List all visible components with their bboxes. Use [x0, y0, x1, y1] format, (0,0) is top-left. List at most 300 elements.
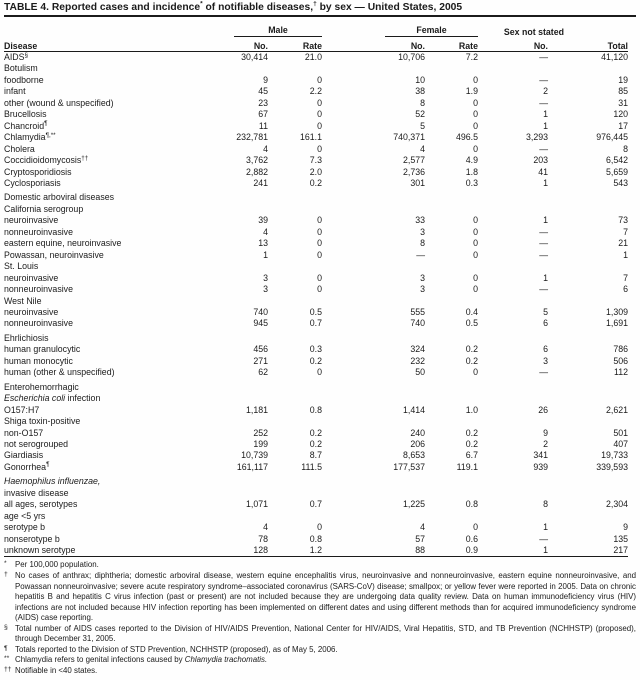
cell-value: 203	[533, 155, 548, 166]
disease-label: Domestic arboviral diseases	[4, 192, 115, 203]
disease-label: eastern equine, neuroinvasive	[4, 238, 122, 249]
disease-label: age <5 yrs	[4, 510, 46, 521]
table-row	[4, 499, 628, 510]
cell-value: 88	[415, 545, 425, 556]
disease-label: Botulism	[4, 63, 38, 74]
disease-label: Coccidioidomycosis††	[4, 154, 89, 166]
cell-value: 0	[473, 272, 478, 283]
table-row	[4, 393, 628, 404]
cell-value	[228, 189, 268, 203]
table-row	[4, 330, 628, 344]
cell-value	[228, 63, 268, 74]
cell-value: 1,071	[245, 499, 268, 510]
cell-value	[425, 261, 478, 272]
cell-value: 0.8	[465, 499, 478, 510]
cell-value: —	[539, 143, 548, 154]
cell-value	[425, 473, 478, 487]
cell-value: 6.7	[465, 450, 478, 461]
cell-value: 38	[415, 86, 425, 97]
table-row	[4, 132, 628, 143]
cell-value	[268, 473, 322, 487]
group-header-row	[4, 24, 628, 37]
cell-value: 0.8	[309, 533, 322, 544]
cell-value: 6	[623, 284, 628, 295]
footnote-marker: *	[4, 560, 7, 568]
cell-value	[268, 296, 322, 307]
cell-value: 177,537	[393, 461, 425, 472]
cell-value: 241	[253, 177, 268, 188]
cell-value	[478, 473, 548, 487]
cell-value: 13	[258, 238, 268, 249]
cell-value: 555	[410, 306, 425, 317]
cell-value: 740	[253, 306, 268, 317]
group-header-female: Female	[322, 24, 478, 37]
table-row	[4, 318, 628, 329]
cell-value: 740	[410, 318, 425, 329]
cell-value	[322, 189, 425, 203]
cell-value: 939	[533, 461, 548, 472]
col-header-male-no: No.	[228, 37, 268, 52]
cell-value: 0	[317, 238, 322, 249]
cell-value: 324	[410, 344, 425, 355]
cell-value: 128	[253, 545, 268, 556]
cell-value: 8,653	[402, 450, 425, 461]
group-header-male: Male	[228, 24, 322, 37]
cell-value: 1	[543, 272, 548, 283]
cell-value: 6,542	[605, 155, 628, 166]
cell-value: 26	[538, 404, 548, 415]
cell-value: 0	[473, 238, 478, 249]
table-row	[4, 178, 628, 189]
cell-value: 6	[543, 344, 548, 355]
cell-value: 41	[538, 166, 548, 177]
cell-value: 5,659	[605, 166, 628, 177]
table-row	[4, 416, 628, 427]
cell-value: 301	[410, 177, 425, 188]
table-row	[4, 545, 628, 557]
cell-value	[425, 189, 478, 203]
cell-value	[478, 189, 548, 203]
cell-value: 2.0	[309, 166, 322, 177]
table-row	[4, 307, 628, 318]
cell-value	[425, 511, 478, 522]
cell-value: 10,706	[398, 52, 425, 62]
footnote: †† Notifiable in <40 states.	[4, 665, 98, 675]
cell-value: —	[539, 97, 548, 108]
footnotes	[4, 560, 636, 676]
disease-label: Chlamydia¶,**	[4, 131, 56, 143]
cell-value: 73	[618, 215, 628, 226]
table-row	[4, 238, 628, 249]
cell-value	[268, 379, 322, 393]
cell-value: 2	[543, 86, 548, 97]
cell-value: 740,371	[393, 132, 425, 143]
table-row	[4, 439, 628, 450]
cell-value	[425, 296, 478, 307]
cell-value	[425, 330, 478, 344]
table-row	[4, 52, 628, 64]
table-row	[4, 450, 628, 461]
footnote-marker: †	[4, 571, 8, 579]
table-row	[4, 296, 628, 307]
cell-value: 0.9	[465, 545, 478, 556]
cell-value	[425, 488, 478, 499]
cell-value: 0.2	[309, 177, 322, 188]
cell-value	[478, 393, 548, 404]
cell-value: 786	[613, 344, 628, 355]
cell-value: —	[539, 74, 548, 85]
cell-value: 39	[258, 215, 268, 226]
cell-value: 3,293	[525, 132, 548, 143]
cell-value: 1,309	[605, 306, 628, 317]
cell-value	[322, 296, 425, 307]
col-header-female-no: No.	[322, 37, 425, 52]
table-row	[4, 379, 628, 393]
cell-value: —	[539, 367, 548, 378]
disease-label: AIDS§	[4, 51, 29, 62]
cell-value: 0.3	[309, 344, 322, 355]
cell-value: 0.2	[465, 355, 478, 366]
table-title: TABLE 4. Reported cases and incidence* of notifiable diseases,† by sex — United States, 2005	[4, 2, 636, 17]
cell-value	[548, 261, 628, 272]
cell-value: 10,739	[241, 450, 268, 461]
cell-value: 0	[317, 215, 322, 226]
cell-value: 23	[258, 97, 268, 108]
disease-label: Cryptosporidiosis	[4, 166, 72, 177]
cell-value: 0	[473, 74, 478, 85]
cell-value: 1	[543, 177, 548, 188]
cell-value	[478, 63, 548, 74]
cell-value: 33	[415, 215, 425, 226]
cell-value: 41,120	[601, 52, 628, 62]
cell-value	[548, 416, 628, 427]
disease-label: nonserotype b	[4, 533, 60, 544]
cell-value: 1.2	[309, 545, 322, 556]
cell-value	[425, 63, 478, 74]
cell-value: 8	[543, 499, 548, 510]
table-row	[4, 250, 628, 261]
disease-label: Cholera	[4, 143, 35, 154]
cell-value: 4	[263, 226, 268, 237]
disease-label: nonneuroinvasive	[4, 284, 73, 295]
cell-value	[478, 379, 548, 393]
cell-value: 120	[613, 109, 628, 120]
cell-value: 0	[473, 109, 478, 120]
cell-value: 21	[618, 238, 628, 249]
disease-label: O157:H7	[4, 404, 40, 415]
table-row	[4, 227, 628, 238]
cell-value: 0	[317, 120, 322, 131]
cell-value	[322, 511, 425, 522]
cell-value	[322, 488, 425, 499]
cell-value	[548, 63, 628, 74]
disease-label: all ages, serotypes	[4, 499, 78, 510]
group-header-spacer	[4, 24, 228, 37]
cell-value: 0	[473, 249, 478, 260]
cell-value	[228, 204, 268, 215]
cell-value: 50	[415, 367, 425, 378]
cell-value	[228, 488, 268, 499]
cell-value: 0	[473, 367, 478, 378]
cell-value	[228, 416, 268, 427]
cell-value: 0.8	[309, 404, 322, 415]
cell-value: 206	[410, 438, 425, 449]
cell-value: 0	[473, 215, 478, 226]
table-row	[4, 86, 628, 97]
disease-label: neuroinvasive	[4, 272, 59, 283]
disease-label: Powassan, neuroinvasive	[4, 249, 104, 260]
cell-value: —	[539, 249, 548, 260]
table-row	[4, 204, 628, 215]
cell-value	[548, 330, 628, 344]
cell-value: 217	[613, 545, 628, 556]
footnote-marker: **	[4, 655, 10, 663]
table-row	[4, 63, 628, 74]
cell-value: 0.6	[465, 533, 478, 544]
footnote: ** Chlamydia refers to genital infections caused by Chlamydia trachomatis.	[4, 655, 268, 665]
cell-value	[322, 393, 425, 404]
cell-value: 3	[263, 284, 268, 295]
cell-value: 0.7	[309, 499, 322, 510]
cell-value	[268, 330, 322, 344]
disease-label: infant	[4, 86, 26, 97]
cell-value: 1	[543, 109, 548, 120]
cell-value	[322, 261, 425, 272]
cell-value: 21.0	[304, 52, 322, 62]
table-row	[4, 522, 628, 533]
disease-label: not serogrouped	[4, 438, 69, 449]
cell-value: 339,593	[596, 461, 628, 472]
cell-value: 501	[613, 427, 628, 438]
disease-label: Cyclosporiasis	[4, 177, 61, 188]
cell-value: 456	[253, 344, 268, 355]
cell-value	[228, 511, 268, 522]
disease-label: nonneuroinvasive	[4, 318, 73, 329]
disease-label: neuroinvasive	[4, 215, 59, 226]
cell-value: 0	[317, 522, 322, 533]
cell-value	[268, 63, 322, 74]
cell-value: 7.3	[309, 155, 322, 166]
footnote: § Total number of AIDS cases reported to the Division of HIV/AIDS Prevention, National Center for HIV/AIDS, Viral Hepatitis, STD, and TB Prevention (NCHHSTP) (proposed), through December 31, 2005.	[4, 623, 636, 644]
cell-value: 85	[618, 86, 628, 97]
footnote-marker: ††	[4, 665, 12, 673]
cell-value: 6	[543, 318, 548, 329]
cell-value: 341	[533, 450, 548, 461]
table-row	[4, 284, 628, 295]
disease-label: Gonorrhea¶	[4, 461, 50, 472]
cell-value: 0.2	[465, 344, 478, 355]
cell-value: 30,414	[241, 52, 268, 62]
cell-value	[548, 393, 628, 404]
cell-value: 199	[253, 438, 268, 449]
cell-value: —	[539, 284, 548, 295]
cell-value	[548, 189, 628, 203]
cell-value: 2	[543, 438, 548, 449]
disease-label: unknown serotype	[4, 545, 76, 556]
cell-value: 78	[258, 533, 268, 544]
disease-label: human (other & unspecified)	[4, 367, 115, 378]
disease-label: Giardiasis	[4, 450, 44, 461]
footnote-marker: §	[4, 623, 8, 631]
cell-value: 0	[473, 97, 478, 108]
disease-label: St. Louis	[4, 261, 39, 272]
cell-value: 4	[263, 143, 268, 154]
disease-label: nonneuroinvasive	[4, 226, 73, 237]
cell-value: 0	[317, 367, 322, 378]
table-row	[4, 155, 628, 166]
table-row	[4, 405, 628, 416]
cell-value	[425, 393, 478, 404]
cell-value: 271	[253, 355, 268, 366]
cell-value: 0.2	[309, 427, 322, 438]
cell-value: 543	[613, 177, 628, 188]
disease-label: Enterohemorrhagic	[4, 381, 79, 392]
cell-value: 5	[420, 120, 425, 131]
cell-value: 161.1	[299, 132, 322, 143]
cell-value: 0	[317, 74, 322, 85]
column-header-row	[4, 37, 628, 52]
cell-value: 5	[543, 306, 548, 317]
cell-value: 0	[473, 143, 478, 154]
disease-label: Brucellosis	[4, 109, 47, 120]
cell-value	[228, 330, 268, 344]
table-row	[4, 167, 628, 178]
cell-value: 1,225	[402, 499, 425, 510]
disease-label: Escherichia coli infection	[4, 393, 101, 404]
cell-value	[268, 204, 322, 215]
table-row	[4, 215, 628, 226]
cell-value: 0.5	[309, 306, 322, 317]
cell-value	[268, 189, 322, 203]
cell-value: —	[539, 226, 548, 237]
cell-value: 0	[473, 120, 478, 131]
cell-value	[228, 393, 268, 404]
cell-value: 7	[623, 226, 628, 237]
cell-value: 31	[618, 97, 628, 108]
cell-value: 407	[613, 438, 628, 449]
cell-value: 8	[420, 238, 425, 249]
cell-value	[425, 379, 478, 393]
cell-value: 19	[618, 74, 628, 85]
cell-value: 4	[420, 522, 425, 533]
table-row	[4, 273, 628, 284]
cell-value: 0.2	[465, 427, 478, 438]
cell-value: 10	[415, 74, 425, 85]
table-row	[4, 356, 628, 367]
cell-value: 0	[317, 284, 322, 295]
cell-value: 2,621	[605, 404, 628, 415]
cell-value: 1	[543, 215, 548, 226]
disease-label: Chancroid¶	[4, 120, 48, 131]
cell-value: 1.0	[465, 404, 478, 415]
cell-value: 4.9	[465, 155, 478, 166]
cell-value: 1	[543, 120, 548, 131]
table-row	[4, 428, 628, 439]
cell-value	[478, 416, 548, 427]
cell-value: 1	[543, 522, 548, 533]
col-header-disease: Disease	[4, 37, 228, 52]
cell-value: 111.5	[301, 461, 322, 472]
cell-value: 9	[263, 74, 268, 85]
cell-value	[478, 204, 548, 215]
cell-value: 2,736	[402, 166, 425, 177]
table-row	[4, 144, 628, 155]
table-row	[4, 473, 628, 487]
cell-value	[268, 511, 322, 522]
cell-value	[478, 296, 548, 307]
cell-value	[228, 379, 268, 393]
disease-label: invasive disease	[4, 487, 69, 498]
cell-value: 2,882	[245, 166, 268, 177]
table-row	[4, 109, 628, 120]
cell-value	[322, 63, 425, 74]
cell-value: 0	[317, 249, 322, 260]
footnote-marker: ¶	[4, 644, 8, 652]
col-header-total: Total	[548, 37, 628, 52]
cell-value	[228, 296, 268, 307]
cell-value: 0	[473, 522, 478, 533]
disease-label: serotype b	[4, 522, 46, 533]
disease-label: Haemophilus influenzae,	[4, 476, 101, 487]
cell-value	[548, 473, 628, 487]
footnote: ¶ Totals reported to the Division of STD Prevention, NCHHSTP (proposed), as of May 5, 2006.	[4, 644, 338, 654]
cell-value	[268, 393, 322, 404]
cell-value: 1,691	[605, 318, 628, 329]
cell-value: 17	[618, 120, 628, 131]
notifiable-diseases-table	[4, 24, 628, 557]
cell-value	[322, 379, 425, 393]
cell-value: 0.2	[465, 438, 478, 449]
cell-value: 1,181	[245, 404, 268, 415]
cell-value: 0	[473, 226, 478, 237]
cell-value: 0.2	[309, 438, 322, 449]
cell-value: 4	[263, 522, 268, 533]
cell-value: 9	[623, 522, 628, 533]
cell-value: —	[416, 249, 425, 260]
cell-value: 232,781	[236, 132, 268, 143]
cell-value: 0.2	[309, 355, 322, 366]
cell-value: 0.4	[465, 306, 478, 317]
cell-value: 161,117	[236, 461, 268, 472]
table-row	[4, 98, 628, 109]
cell-value	[228, 473, 268, 487]
cell-value: 7	[623, 272, 628, 283]
cell-value: —	[539, 533, 548, 544]
cell-value: 119.1	[456, 461, 478, 472]
cell-value: 496.5	[455, 132, 478, 143]
disease-label: non-O157	[4, 427, 44, 438]
cell-value: 112	[613, 367, 628, 378]
cell-value: 1	[263, 249, 268, 260]
cell-value: 0.3	[465, 177, 478, 188]
cell-value: 1,414	[402, 404, 425, 415]
table-row	[4, 75, 628, 86]
cell-value	[268, 416, 322, 427]
cell-value: 0	[317, 109, 322, 120]
cell-value: 52	[415, 109, 425, 120]
col-header-male-rate: Rate	[268, 37, 322, 52]
cell-value: 945	[253, 318, 268, 329]
cell-value: 1	[623, 249, 628, 260]
disease-label: Shiga toxin-positive	[4, 416, 81, 427]
cell-value	[322, 416, 425, 427]
cell-value	[268, 261, 322, 272]
cell-value	[322, 204, 425, 215]
cell-value: 0	[473, 284, 478, 295]
disease-label: Ehrlichiosis	[4, 332, 49, 343]
cell-value: 1.9	[465, 86, 478, 97]
group-header-sex-not-stated: Sex not stated	[503, 27, 564, 37]
